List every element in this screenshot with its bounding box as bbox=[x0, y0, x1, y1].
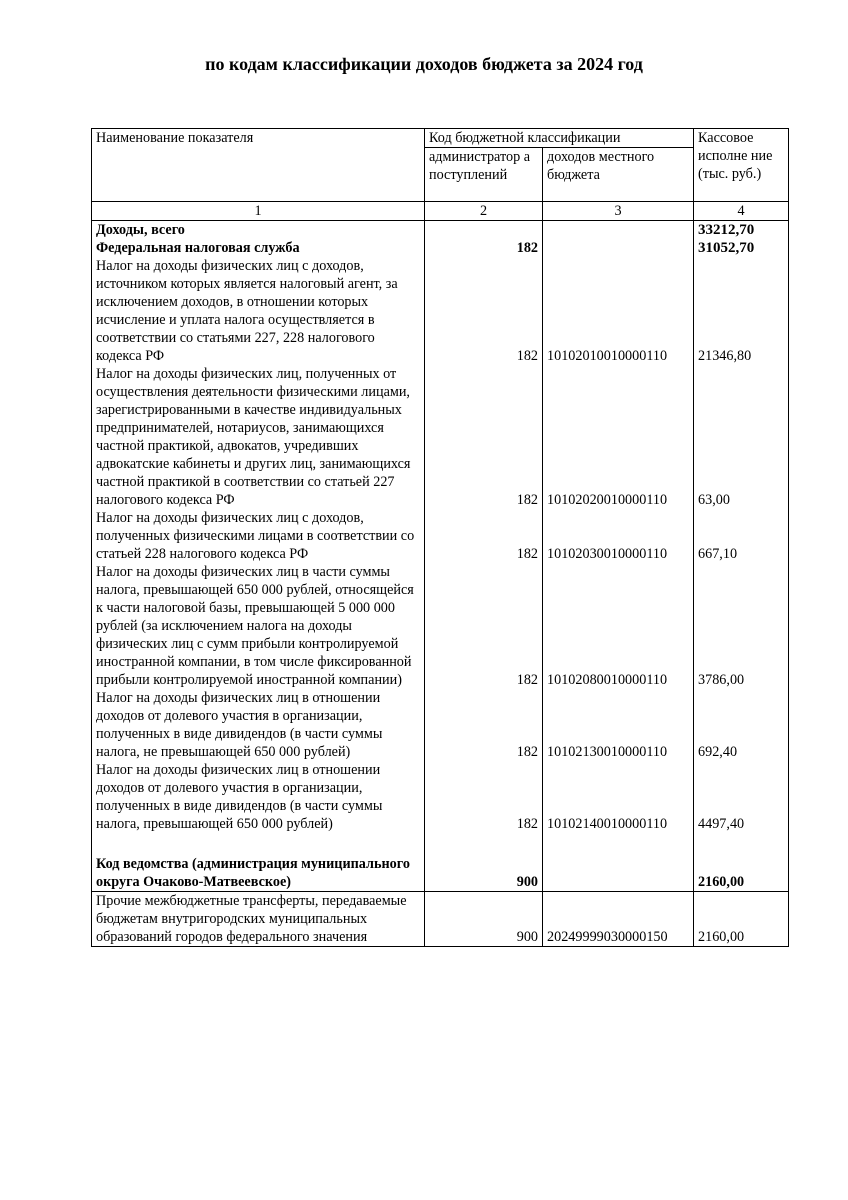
fns-admin: 182 bbox=[425, 239, 543, 257]
row-admin: 182 bbox=[425, 689, 543, 761]
transfer-label: Прочие межбюджетные трансферты, передаваемые бюджетам внутригородских муниципальных образований городов федерального значения bbox=[92, 892, 425, 947]
row-code: 10102140010000110 bbox=[543, 761, 694, 833]
row-admin: 182 bbox=[425, 761, 543, 833]
row-value: 63,00 bbox=[694, 365, 789, 509]
header-number-row bbox=[92, 202, 789, 221]
row-admin: 182 bbox=[425, 257, 543, 365]
header-num-2: 2 bbox=[425, 202, 543, 221]
row-admin: 182 bbox=[425, 365, 543, 509]
dept-row bbox=[92, 855, 789, 892]
spacer-row bbox=[92, 833, 789, 855]
table-row bbox=[92, 689, 789, 761]
header-name: Наименование показателя bbox=[92, 129, 425, 202]
header-code-group: Код бюджетной классификации bbox=[425, 129, 694, 148]
table-row bbox=[92, 509, 789, 563]
row-code: 10102020010000110 bbox=[543, 365, 694, 509]
row-label: Налог на доходы физических лиц в отношении доходов от долевого участия в организации, полученных в виде дивидендов (в части суммы налога, не превышающей 650 000 рублей) bbox=[92, 689, 425, 761]
fns-value: 31052,70 bbox=[694, 239, 789, 257]
header-num-3: 3 bbox=[543, 202, 694, 221]
row-value: 667,10 bbox=[694, 509, 789, 563]
header-cash: Кассовое исполне ние (тыс. руб.) bbox=[694, 129, 789, 202]
row-code: 10102130010000110 bbox=[543, 689, 694, 761]
income-table bbox=[91, 128, 789, 947]
row-code: 10102080010000110 bbox=[543, 563, 694, 689]
table-row bbox=[92, 257, 789, 365]
row-value: 3786,00 bbox=[694, 563, 789, 689]
header-admin: администратор а поступлений bbox=[425, 148, 543, 202]
table-row bbox=[92, 365, 789, 509]
row-label: Налог на доходы физических лиц, полученных от осуществления деятельности физическими лицами, зарегистрированными в качестве индивидуальных предпринимателей, нотариусов, занимающихся частной практикой, адвокатов, учредивших адвокатские кабинеты и других лиц, занимающихся частной практикой в соответствии со статьей 227 налогового кодекса РФ bbox=[92, 365, 425, 509]
fns-label: Федеральная налоговая служба bbox=[92, 239, 425, 257]
dept-admin: 900 bbox=[425, 855, 543, 892]
row-label: Налог на доходы физических лиц в части суммы налога, превышающей 650 000 рублей, относящейся к части налоговой базы, превышающей 5 000 000 рублей (за исключением налога на доходы физических лиц с сумм прибыли контролируемой иностранной компании, в том числе фиксированной прибыли контролируемой иностранной компании) bbox=[92, 563, 425, 689]
fns-row bbox=[92, 239, 789, 257]
transfer-value: 2160,00 bbox=[694, 892, 789, 947]
totals-value: 33212,70 bbox=[694, 221, 789, 240]
totals-row bbox=[92, 221, 789, 240]
row-admin: 182 bbox=[425, 563, 543, 689]
row-label: Налог на доходы физических лиц с доходов, источником которых является налоговый агент, за исключением доходов, в отношении которых исчисление и уплата налога осуществляется в соответствии со статьями 227, 228 налогового кодекса РФ bbox=[92, 257, 425, 365]
header-row-1 bbox=[92, 129, 789, 148]
table-row bbox=[92, 563, 789, 689]
dept-label: Код ведомства (администрация муниципального округа Очаково-Матвеевское) bbox=[92, 855, 425, 892]
dept-value: 2160,00 bbox=[694, 855, 789, 892]
row-label: Налог на доходы физических лиц с доходов, полученных физическими лицами в соответствии со статьей 228 налогового кодекса РФ bbox=[92, 509, 425, 563]
totals-label: Доходы, всего bbox=[92, 221, 425, 240]
header-num-4: 4 bbox=[694, 202, 789, 221]
row-code: 10102010010000110 bbox=[543, 257, 694, 365]
table-row bbox=[92, 761, 789, 833]
row-admin: 182 bbox=[425, 509, 543, 563]
header-income: доходов местного бюджета bbox=[543, 148, 694, 202]
row-code: 10102030010000110 bbox=[543, 509, 694, 563]
transfer-code: 20249999030000150 bbox=[543, 892, 694, 947]
row-value: 692,40 bbox=[694, 689, 789, 761]
header-num-1: 1 bbox=[92, 202, 425, 221]
document-title: по кодам классификации доходов бюджета за 2024 год bbox=[205, 54, 643, 74]
transfer-admin: 900 bbox=[425, 892, 543, 947]
row-value: 4497,40 bbox=[694, 761, 789, 833]
row-value: 21346,80 bbox=[694, 257, 789, 365]
row-label: Налог на доходы физических лиц в отношении доходов от долевого участия в организации, полученных в виде дивидендов (в части суммы налога, превышающей 650 000 рублей) bbox=[92, 761, 425, 833]
transfer-row bbox=[92, 892, 789, 947]
